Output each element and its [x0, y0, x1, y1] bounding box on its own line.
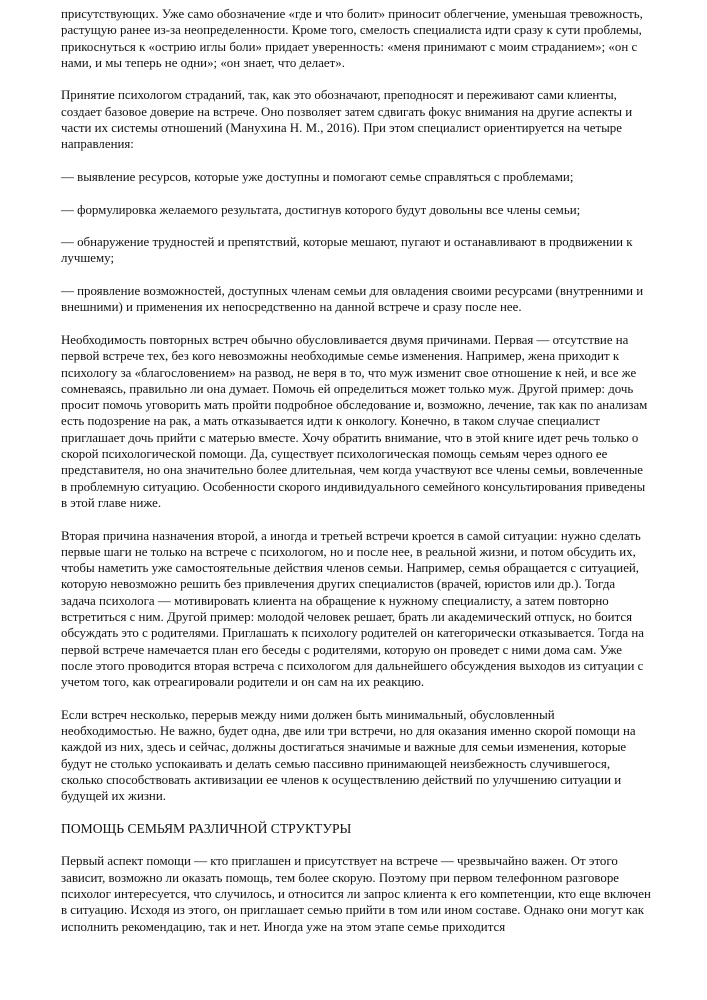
paragraph-second-reason: Вторая причина назначения второй, а иногда и третьей встречи кроется в самой ситуации: нужно сделать первые шаги не только на встрече с психологом, но и после нее, в реальной жизни, и потом обсудить их, чтобы наметить уже самостоятельные действия членов семьи. Например, семья обращается с ситуацией, которую невозможно решить без привлечения других специалистов (врачей, юристов или др.). Тогда задача психолога — мотивировать клиента на обращение к нужному специалисту, а затем повторно встретиться с ним. Другой пример: молодой человек решает, брать ли академический отпуск, но боится обсуждать это с родителями. Приглашать к психологу родителей он категорически отказывается. Тогда на первой встрече намечается план его беседы с родителями, которую он проведет с ними дома сам. Уже после этого проводится вторая встреча с психологом для дальнейшего обсуждения выходов из ситуации с учетом того, как отреагировали родители и он сам на их реакцию. — [61, 528, 644, 690]
paragraph-intro-continuation: присутствующих. Уже само обозначение «где и что болит» приносит облегчение, уменьшая тревожность, растущую ранее из-за неопределенности. Кроме того, смелость специалиста идти сразу к сути проблемы, прикоснуться к «острию иглы боли» придает уверенность: «меня принимают с моим страданием»; «он с нами, и мы теперь не одни»; «он знает, что делает». — [61, 7, 643, 70]
paragraph-first-aspect: Первый аспект помощи — кто приглашен и присутствует на встрече — чрезвычайно важен. От этого зависит, возможно ли оказать помощь, тем более скорую. Поэтому при первом телефонном разговоре психолог интересуется, что случилось, и относится ли запрос клиента к его компетенции, кто еще включен в ситуацию. Исходя из этого, он приглашает семью прийти в том или ином составе. Однако они могут как исполнить рекомендацию, так и нет. Иногда уже на этом этапе семье приходится — [61, 854, 651, 934]
document-page — [61, 6, 651, 951]
list-item-possibilities: — проявление возможностей, доступных членам семьи для овладения своими ресурсами (внутренними и внешними) и применения их непосредственно на данной встрече и сразу после нее. — [61, 284, 644, 315]
section-heading: ПОМОЩЬ СЕМЬЯМ РАЗЛИЧНОЙ СТРУКТУРЫ — [61, 820, 352, 836]
paragraph-repeat-meetings: Необходимость повторных встреч обычно обусловливается двумя причинами. Первая — отсутствие на первой встрече тех, без кого невозможны необходимые семье изменения. Например, жена приходит к психологу за «благословением» на развод, не веря в то, что муж изменит свое отношение к ней, и все же сомневаясь, правильно ли она думает. Помочь ей определиться может только муж. Другой пример: дочь просит помочь уговорить мать пройти подробное обследование и, возможно, лечение, так как по анализам есть подозрение на рак, а мать отказывается идти к онкологу. Конечно, в таком случае специалист приглашает дочь прийти с матерью вместе. Хочу обратить внимание, что в этой книге идет речь только о скорой психологической помощи. Да, существует психологическая помощь семьям через одного ее представителя, но она значительно более длительная, чем когда участвуют все члены семьи, вовлеченные в проблемную ситуацию. Особенности скорого индивидуального семейного консультирования приведены в этой главе ниже. — [61, 332, 648, 510]
paragraph-multiple-meetings: Если встреч несколько, перерыв между ними должен быть минимальный, обусловленный необходимостью. Не важно, будет одна, две или три встречи, но для оказания именно скорой помощи на каждой из них, здесь и сейчас, должны достигаться значимые и важные для семьи изменения, которые будут не столько успокаивать и делать семью пассивно принимающей неизбежность случившегося, сколько способствовать активизации ее членов к осуществлению действий по улучшению ситуации и будущей их жизни. — [61, 707, 636, 804]
list-item-resources: — выявление ресурсов, которые уже доступны и помогают семье справляться с проблемами; — [61, 169, 574, 184]
paragraph-acceptance: Принятие психологом страданий, так, как это обозначают, преподносят и переживают сами клиенты, создает базовое доверие на встрече. Оно позволяет затем сдвигать фокус внимания на другие аспекты и части их системы отношений (Манухина Н. М., 2016). При этом специалист ориентируется на четыре направления: — [61, 88, 633, 152]
list-item-desired-result: — формулировка желаемого результата, достигнув которого будут довольны все члены семьи; — [61, 202, 581, 217]
list-item-obstacles: — обнаружение трудностей и препятствий, которые мешают, пугают и останавливают в продвижении к лучшему; — [61, 235, 633, 266]
